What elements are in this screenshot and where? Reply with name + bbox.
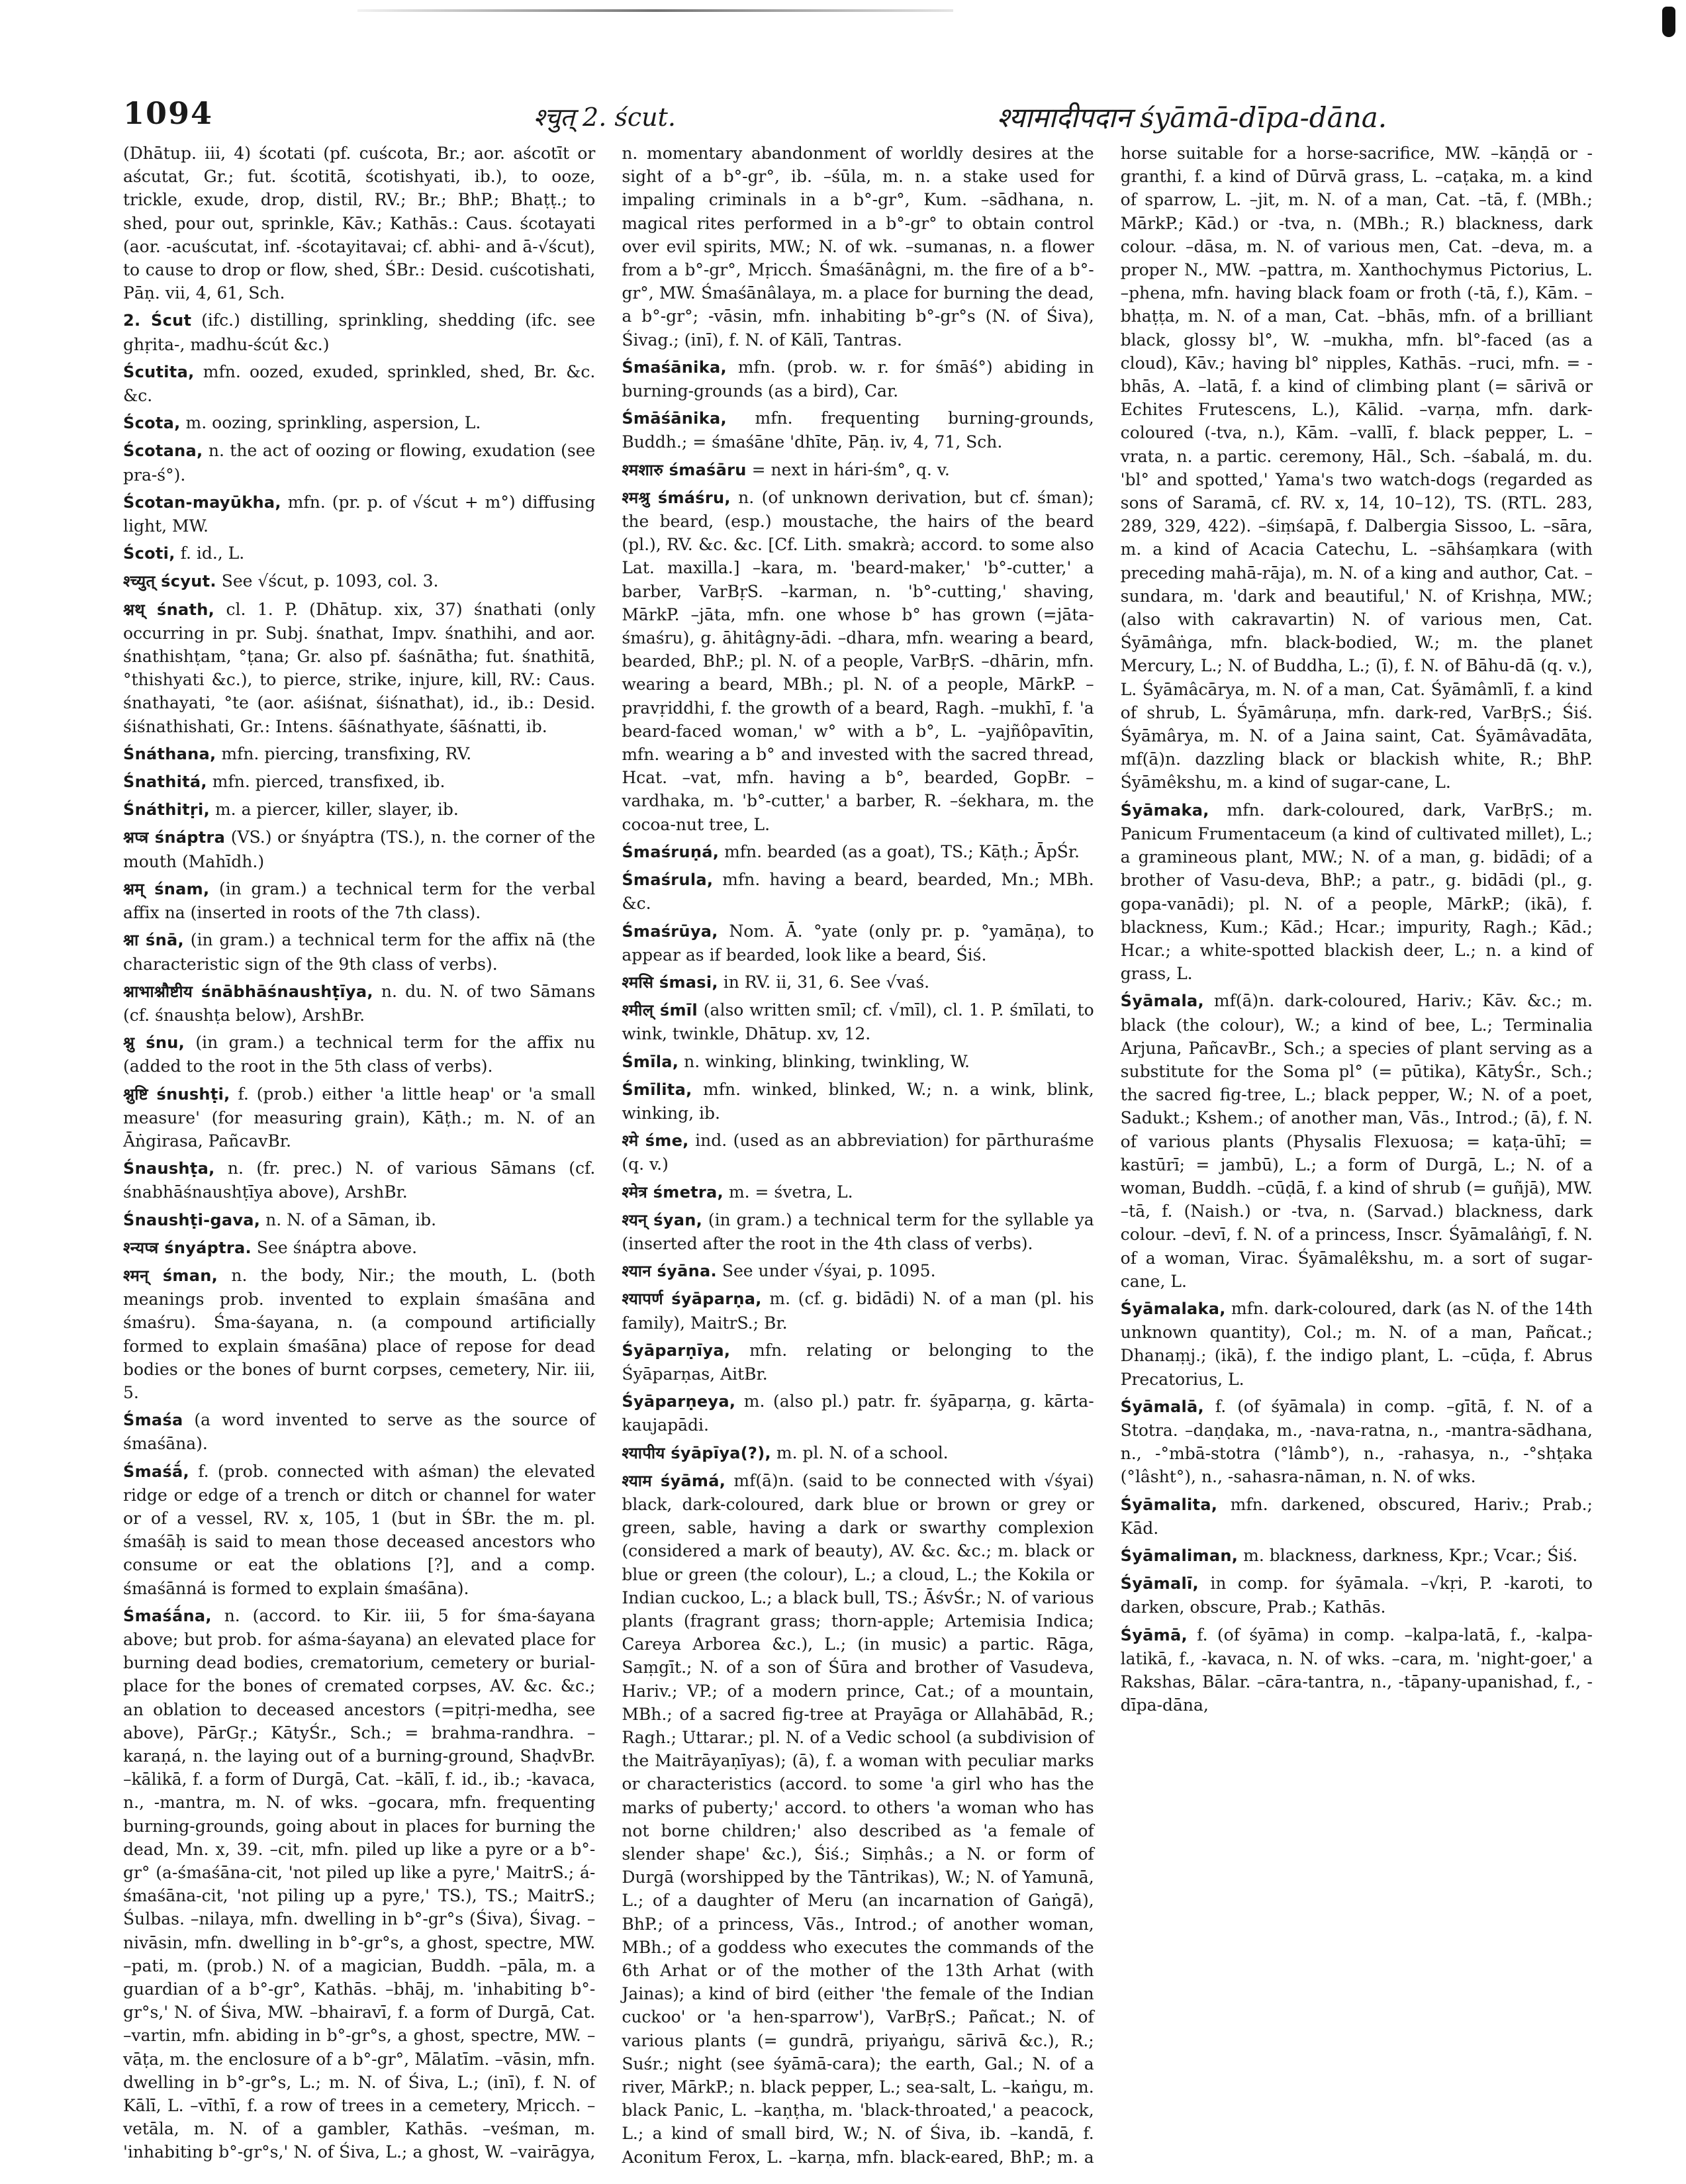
entry-headword: Śnáthana, bbox=[123, 744, 216, 763]
entry-headword: श्यान śyāna. bbox=[622, 1262, 717, 1281]
scan-top-rule bbox=[357, 9, 953, 12]
entry-definition: mfn. bearded (as a goat), TS.; Kāṭh.; ĀpŚr. bbox=[724, 841, 1080, 861]
entry-headword: Śyāmalī, bbox=[1120, 1574, 1199, 1593]
entry-definition: (in gram.) a technical term for the syllable ya (inserted after the root in the 4th class of verbs). bbox=[622, 1210, 1094, 1253]
entry-headword: श्नु śnu, bbox=[123, 1033, 185, 1053]
dictionary-entry bbox=[1121, 1297, 1593, 1391]
dictionary-entry bbox=[123, 770, 595, 794]
entry-headword: Śmaśa bbox=[123, 1411, 183, 1430]
entry-definition: mfn. frequenting burning-grounds, Buddh.; = śmaśāne 'dhīte, Pāṇ. iv, 4, 71, Sch. bbox=[622, 408, 1094, 452]
dictionary-entry bbox=[622, 1390, 1094, 1437]
entry-definition: m. blackness, darkness, Kpr.; Vcar.; Śiś. bbox=[1243, 1545, 1578, 1565]
entry-definition: (VS.) or śnyáptra (TS.), n. the corner of the mouth (Mahīdh.) bbox=[123, 828, 596, 871]
entry-definition: See √ścut, p. 1093, col. 3. bbox=[221, 571, 439, 591]
entry-definition: mfn. darkened, obscured, Hariv.; Prab.; Kād. bbox=[1120, 1494, 1593, 1538]
dictionary-entry bbox=[1121, 1544, 1593, 1568]
entry-definition: ind. (used as an abbreviation) for pārthuraśme (q. v.) bbox=[622, 1131, 1094, 1174]
dictionary-entry bbox=[123, 928, 595, 975]
scan-corner-mark bbox=[1662, 7, 1675, 37]
entry-definition: n. winking, blinking, twinkling, W. bbox=[684, 1051, 970, 1071]
entry-headword: Śmaśrūya, bbox=[622, 922, 718, 941]
entry-definition: mfn. relating or belonging to the Śyāparṇas, AitBr. bbox=[622, 1340, 1094, 1384]
dictionary-entry bbox=[1121, 1395, 1593, 1489]
dictionary-entry bbox=[622, 1441, 1094, 1465]
dictionary-entry bbox=[1121, 798, 1593, 986]
entry-definition: (in gram.) a technical term for the verbal affix na (inserted in roots of the 7th class). bbox=[123, 878, 596, 923]
dictionary-entry bbox=[123, 742, 595, 766]
entry-definition: mfn. having a beard, bearded, Mn.; MBh. &c. bbox=[622, 870, 1094, 914]
entry-definition: in RV. ii, 31, 6. See √vaś. bbox=[723, 972, 930, 992]
dictionary-entry bbox=[123, 1208, 595, 1232]
dictionary-entry bbox=[1121, 1572, 1593, 1619]
entry-definition: f. (of śyāmala) in comp. –gītā, f. N. of a Stotra. –daṇḍaka, m., -nava-ratna, n., -mantra-sādhana, n., -°mbā-stotra (°lâmb°), n., -rahasya, n., -°shṭaka (°lâsht°), n., -sahasra-nāman, n. N. of wks. bbox=[1120, 1396, 1593, 1487]
entry-headword: श्यन् śyan, bbox=[622, 1210, 703, 1229]
entry-definition: (in gram.) a technical term for the affix nu (added to the root in the 5th class of verbs). bbox=[123, 1033, 596, 1076]
entry-headword: Śyāmaka, bbox=[1120, 800, 1209, 820]
entry-headword: श्मशारु śmaśāru bbox=[622, 460, 747, 479]
entry-definition: mf(ā)n. (said to be connected with √śyai) black, dark-coloured, dark blue or brown or grey or green, sable, having a dark or swarthy complexion (considered a mark of beauty), AV. &c. &c.; m. black or blue or green (the colour), L.; a cloud, L.; the Kokila or Indian cuckoo, L.; a black bull, TS.; ĀśvŚr.; N. of various plants (fragrant grass; thorn-apple; Artemisia Indica; Careya Arborea &c.), L.; (in music) a partic. Rāga, Saṃgīt.; N. of a son of Śūra and brother of Vasudeva, Hariv.; VP.; of a modern prince, Cat.; of a mountain, MBh.; of a sacred fig-tree at Prayāga or Allahābād, R.; Ragh.; Uttarar.; pl. N. of a Vedic school (a subdivision of the Maitrāyaṇīyas); (ā), f. a woman with peculiar marks or characteristics (accord. to some 'a girl who has the marks of puberty;' accord. to others 'a woman who has not borne children;' also described as 'a female of slender shape' &c.), Śiś.; Siṃhâs.; a N. or form of Durgā (worshipped by the Tāntrikas), W.; N. of Yamunā, L.; of a daughter of Meru (an incarnation of Gaṅgā), BhP.; of a princess, Vās., Introd.; of another woman, MBh.; of a goddess who executes the commands of the 6th Arhat or of the mother of the 13th Arhat (with Jainas); a kind of bird (either 'the female of the Indian cuckoo' or 'a hen-sparrow'), VarBṛS.; Pañcat.; N. of various plants (= gundrā, priyaṅgu, sārivā &c.), R.; Suśr.; night (see śyāmā-cara); the earth, Gal.; N. of a river, MārkP.; n. black pepper, L.; sea-salt, L. –kaṅgu, m. black Panic, L. –kaṇṭha, m. 'black-throated,' a peacock, L.; a kind of small bird, W.; N. of Śiva, ib. –kandā, f. Aconitum Ferox, L. –karṇa, mfn. black-eared, BhP.; m. a horse suitable for a horse-sacrifice, MW. –kāṇḍā or -granthi, f. a kind of Dūrvā grass, L. –caṭaka, m. a kind of sparrow, L. –jit, m. N. of a man, Cat. –tā, f. (MBh.; MārkP.; Kād.) or -tva, n. (MBh.; R.) blackness, dark colour. –dāsa, m. N. of various men, Cat. –deva, m. a proper N., MW. –pattra, m. Xanthochymus Pictorius, L. –phena, mfn. having black foam or froth (-tā, f.), Kām. –bhaṭṭa, m. N. of a man, Cat. –bhās, mfn. of a brilliant black, glossy bl°, W. –mukha, mfn. bl°-faced (as a cloud), Kāv.; having bl° nipples, Kathās. –ruci, mfn. = -bhās, A. –latā, f. a kind of climbing plant (= sārivā or Echites Frutescens, L.), Kālid. –varṇa, mfn. dark-coloured (-tva, n.), Kām. –vallī, f. black pepper, L. –vrata, n. a partic. ceremony, Hāl., Sch. –śabalá, m. du. 'bl° and spotted,' Yama's two watch-dogs (regarded as sons of Saramā, cf. RV. x, 14, 10–12), TS. (RTL. 283, 289, 329, 422). –śiṃśapā, f. Dalbergia Sissoo, L. –sāra, m. a kind of Acacia Catechu, L. –sāhśaṃkara (with preceding mahā-rāja), m. N. of a king and author, Cat. –sundara, m. 'dark and beautiful,' N. of Krishṇa, MW.; (also with cakravartin) N. of various men, Cat. Śyāmâṅga, mfn. black-bodied, W.; m. the planet Mercury, L.; N. of Buddha, L.; (ī), f. N. of Bāhu-dā (q. v.), L. Śyāmâcārya, m. N. of a man, Cat. Śyāmâmlī, f. a kind of shrub, L. Śyāmâruṇa, mfn. dark-red, VarBṛS.; Śiś. Śyāmârya, m. N. of a Jaina saint, Cat. Śyāmâvadāta, mf(ā)n. dazzling black or blackish white, R.; BhP. Śyāmêkshu, m. a kind of sugar-cane, L. bbox=[622, 144, 1593, 2167]
entry-headword: Śnaushṭi-gava, bbox=[123, 1210, 261, 1229]
entry-headword: श्च्युत् ścyut. bbox=[123, 572, 216, 591]
dictionary-entry bbox=[123, 491, 595, 538]
entry-headword: श्मश्रु śmáśru, bbox=[622, 488, 731, 507]
entry-headword: श्नथ् śnath, bbox=[123, 600, 215, 619]
dictionary-entry bbox=[1121, 989, 1593, 1293]
entry-headword: Śmaśrula, bbox=[622, 871, 714, 890]
entry-headword: श्नम् śnam, bbox=[123, 879, 210, 898]
dictionary-entry bbox=[123, 798, 595, 822]
dictionary-entry bbox=[123, 360, 595, 407]
dictionary-entry bbox=[1121, 1493, 1593, 1540]
entry-headword: Śmaśānika, bbox=[622, 357, 727, 377]
entry-headword: Śmaśā́na, bbox=[123, 1606, 212, 1625]
entry-headword: श्मील् śmīl bbox=[622, 1001, 698, 1020]
entry-headword: Śmaśā́, bbox=[123, 1462, 189, 1481]
entry-headword: Śyāmalita, bbox=[1120, 1495, 1218, 1514]
entry-headword: Śyāparṇeya, bbox=[622, 1392, 736, 1411]
dictionary-entry bbox=[622, 1050, 1094, 1074]
entry-definition: n. (fr. prec.) N. of various Sāmans (cf. śnabhāśnaushṭīya above), ArshBr. bbox=[123, 1159, 596, 1202]
entry-headword: Ścoti, bbox=[123, 544, 175, 563]
entry-headword: Śyāmalā, bbox=[1120, 1397, 1204, 1416]
entry-headword: Śyāmaliman, bbox=[1120, 1546, 1239, 1565]
entry-definition: mfn. piercing, transfixing, RV. bbox=[221, 743, 472, 763]
dictionary-entry bbox=[1121, 1623, 1593, 1717]
page-header bbox=[123, 79, 1593, 139]
entry-headword: श्मे śme, bbox=[622, 1131, 689, 1151]
entry-headword: श्मन् śman, bbox=[123, 1266, 218, 1285]
entry-definition: m. pl. N. of a school. bbox=[776, 1443, 949, 1462]
dictionary-entry bbox=[622, 920, 1094, 967]
entry-headword: Śyāmala, bbox=[1120, 992, 1204, 1011]
dictionary-entry bbox=[622, 1208, 1094, 1255]
entry-headword: श्नुष्टि śnushṭi, bbox=[123, 1084, 230, 1104]
entry-headword: Śnáthitṛi, bbox=[123, 800, 211, 820]
right-running-head: श्यामादीपदान śyāmā-dīpa-dāna. bbox=[997, 101, 1387, 134]
page-number: 1094 bbox=[123, 95, 214, 131]
dictionary-entry bbox=[123, 309, 595, 356]
entry-definition: See śnáptra above. bbox=[256, 1237, 418, 1257]
dictionary-entry bbox=[123, 569, 595, 593]
dictionary-entry bbox=[123, 1157, 595, 1204]
entry-headword: श्नाभाश्नौष्टीय śnābhāśnaushṭīya, bbox=[123, 982, 373, 1001]
dictionary-entry bbox=[123, 411, 595, 435]
entry-headword: श्मेत्र śmetra, bbox=[622, 1182, 724, 1202]
entry-definition: m. a piercer, killer, slayer, ib. bbox=[214, 800, 459, 820]
entry-definition: n. the act of oozing or flowing, exudation (see pra-ś°). bbox=[123, 441, 596, 485]
entry-definition: mfn. pierced, transfixed, ib. bbox=[212, 772, 445, 792]
entry-definition: mfn. (prob. w. r. for śmāś°) abiding in burning-grounds (as a bird), Car. bbox=[622, 357, 1094, 401]
entry-headword: Śmāśānika, bbox=[622, 409, 727, 428]
dictionary-entry bbox=[622, 1339, 1094, 1386]
dictionary-entry bbox=[123, 980, 595, 1027]
dictionary-entry bbox=[123, 142, 595, 305]
entry-definition: f. id., L. bbox=[180, 544, 245, 563]
dictionary-entry bbox=[123, 1082, 595, 1153]
entry-definition: f. (of śyāma) in comp. –kalpa-latā, f., -kalpa-latikā, f., -kavaca, n. N. of wks. –cara, m. 'night-goer,' a Rakshas, Bālar. –cāra-tantra, n., -tāpany-upanishad, f., -dīpa-dāna, bbox=[1120, 1625, 1593, 1715]
entry-headword: Ścutita, bbox=[123, 362, 195, 381]
entry-definition: n. N. of a Sāman, ib. bbox=[265, 1210, 437, 1229]
entry-definition: Nom. Ā. °yate (only pr. p. °yamāṇa), to appear as if bearded, look like a beard, Śiś. bbox=[622, 921, 1094, 965]
entry-definition: m. = śvetra, L. bbox=[728, 1182, 853, 1202]
entry-definition: mfn. (pr. p. of √ścut + m°) diffusing light, MW. bbox=[123, 492, 596, 536]
dictionary-entry bbox=[123, 598, 595, 738]
entry-headword: श्न्यप्त्र śnyáptra. bbox=[123, 1238, 252, 1257]
entry-definition: mfn. dark-coloured, dark (as N. of the 14th unknown quantity), Col.; m. N. of a man, Pañcat.; Dhanaṃj.; (ikā), f. the indigo plant, L. –cūḍa, f. Abrus Precatorius, L. bbox=[1120, 1298, 1593, 1389]
dictionary-entry bbox=[622, 868, 1094, 915]
entry-headword: श्यापर्ण śyāparṇa, bbox=[622, 1290, 762, 1309]
dictionary-entry bbox=[123, 542, 595, 565]
entry-definition: n. du. N. of two Sāmans (cf. śnaushṭa below), ArshBr. bbox=[123, 981, 596, 1025]
entry-definition: n. (accord. to Kir. iii, 5 for śma-śayana above; but prob. for aśma-śayana) an elevated place for burning dead bodies, crematorium, cemetery or burial-place for the bones of cremated corpses, AV. &c. &c.; an oblation to deceased ancestors (=pitṛi-medha, see above), PārGṛ.; KātyŚr., Sch.; = brahma-randhra. –karaṇá, n. the laying out of a burning-ground, ShaḍvBr. –kālikā, f. a form of Durgā, Cat. –kālī, f. id., ib.; -kavaca, n., -mantra, m. N. of wks. –gocara, mfn. frequenting burning-grounds, going about in places for burning the dead, Mn. x, 39. –cit, mfn. piled up like a pyre or a b°-gr° (a-śmaśāna-cit, 'not piled up like a pyre,' MaitrS.; á-śmaśāna-cit, 'not piling up a pyre,' TS.), TS.; MaitrS.; Śulbas. –nilaya, mfn. dwelling in b°-gr°s (Śiva), Śivag. –nivāsin, mfn. dwelling in b°-gr°s, a ghost, spectre, MW. –pati, m. (prob.) N. of a magician, Buddh. –pāla, m. a guardian of a b°-gr°, Kathās. –bhāj, m. 'inhabiting b°-gr°s,' N. of Śiva, MW. –bhairavī, f. a form of Durgā, Cat. –vartin, mfn. abiding in b°-gr°s, a ghost, spectre, MW. –vāṭa, m. the enclosure of a b°-gr°, Mālatīm. –vāsin, mfn. dwelling in b°-gr°s, L.; m. N. of Śiva, L.; (inī), f. N. of Kālī, L. –vīthī, f. a row of trees in a cemetery, Mṛicch. –vetāla, m. N. of a gambler, Kathās. –veśman, m. 'inhabiting b°-gr°s,' N. of Śiva, L.; a ghost, W. –vairāgya, n. momentary abandonment of worldly desires at the sight of a b°-gr°, ib. –śūla, m. n. a stake used for impaling criminals in a b°-gr°, Kum. –sādhana, n. magical rites performed in a b°-gr° to obtain control over evil spirits, MW.; N. of wk. –sumanas, n. a flower from a b°-gr°, Mṛicch. Śmaśānâgni, m. the fire of a b°-gr°, MW. Śmaśānâlaya, m. a place for burning the dead, a b°-gr°; -vāsin, mfn. inhabiting b°-gr°s (N. of Śiva), Śivag.; (inī), f. N. of Kālī, Tantras. bbox=[123, 144, 1094, 2162]
dictionary-entry bbox=[622, 1129, 1094, 1176]
entry-headword: Śyāparṇīya, bbox=[622, 1341, 731, 1360]
entry-definition: cl. 1. P. (Dhātup. xix, 37) śnathati (only occurring in pr. Subj. śnathat, Impv. śnathihi, and aor. śnathishṭam, °ṭana; Gr. also pf. śaśnātha; fut. śnathitā, °thishyati &c.), to pierce, strike, injure, kill, RV.: Caus. śnathayati, °te (aor. aśiśnat, śiśnathat), id., ib.: Desid. śiśnathishati, Gr.: Intens. śāśnathyate, śāśnatti, ib. bbox=[123, 599, 596, 736]
entry-headword: श्ना śnā, bbox=[123, 931, 184, 950]
dictionary-entry bbox=[622, 840, 1094, 864]
entry-definition: n. the body, Nir.; the mouth, L. (both meanings prob. invented to explain śmaśāna and śmaśru). Śma-śayana, n. (a compound artificially formed to explain śmaśāna) place of repose for dead bodies or the bones of burnt corpses, cemetery, Nir. iii, 5. bbox=[123, 1265, 596, 1402]
entry-definition: mfn. dark-coloured, dark, VarBṛS.; m. Panicum Frumentaceum (a kind of cultivated millet), L.; a gramineous plant, MW.; N. of a man, g. bidādi; of a brother of Vasu-deva, BhP.; a patr., g. bidādi (pl., g. gopa-vanādi); pl. N. of a people, MārkP.; (ikā), f. blackness, Kum.; Kād.; Hcar.; impurity, Ragh.; Kād.; Hcar.; a white-spotted blackish deer, L.; n. a kind of grass, L. bbox=[1120, 800, 1593, 984]
dictionary-entry bbox=[123, 1408, 595, 1455]
dictionary-entry bbox=[622, 1180, 1094, 1204]
entry-headword: Śmaśruṇá, bbox=[622, 842, 720, 861]
entry-headword: श्नप्त्र śnáptra bbox=[123, 828, 226, 847]
entry-headword: Ścotan-mayūkha, bbox=[123, 493, 281, 512]
entry-definition: m. (also pl.) patr. fr. śyāparṇa, g. kārta-kaujapādi. bbox=[622, 1392, 1094, 1435]
entry-definition: m. (cf. g. bidādi) N. of a man (pl. his family), MaitrS.; Br. bbox=[622, 1289, 1094, 1333]
entry-headword: श्याम śyāmá, bbox=[622, 1471, 726, 1490]
entry-headword: Ścotana, bbox=[123, 442, 203, 461]
entry-definition: mfn. oozed, exuded, sprinkled, shed, Br. &c. &c. bbox=[123, 361, 596, 406]
entry-definition: mfn. winked, blinked, W.; n. a wink, blink, winking, ib. bbox=[622, 1079, 1094, 1123]
dictionary-entry bbox=[123, 1460, 595, 1600]
entry-headword: श्मसि śmasi, bbox=[622, 973, 718, 992]
dictionary-entry bbox=[622, 458, 1094, 482]
entry-headword: Śnaushṭa, bbox=[123, 1159, 215, 1178]
dictionary-entry bbox=[622, 1259, 1094, 1283]
entry-definition: See under √śyai, p. 1095. bbox=[722, 1261, 936, 1281]
entry-headword: Śyāmalaka, bbox=[1120, 1299, 1226, 1318]
entry-headword: Śnathitá, bbox=[123, 773, 207, 792]
entry-headword: Śmīla, bbox=[622, 1052, 679, 1071]
entry-headword: श्यापीय śyāpīya(?), bbox=[622, 1443, 771, 1462]
entry-definition: (Dhātup. iii, 4) ścotati (pf. cuścota, Br.; aor. aścotīt or aścutat, Gr.; fut. ścotitā, ścotishyati, ib.), to ooze, trickle, exude, drop, distil, RV.; Br.; BhP.; Bhaṭṭ.; to shed, pour out, sprinkle, Kāv.; Kathās.: Caus. ścotayati (aor. -acuścutat, inf. -ścotayitavai; cf. abhi- and ā-√ścut), to cause to drop or flow, shed, ŚBr.: Desid. cuścotishati, Pāṇ. vii, 4, 61, Sch. bbox=[123, 144, 596, 303]
entry-definition: (also written smīl; cf. √mīl), cl. 1. P. śmīlati, to wink, twinkle, Dhātup. xv, 12. bbox=[622, 1000, 1094, 1044]
entry-definition: f. (prob.) either 'a little heap' or 'a small measure' (for measuring grain), Kāṭh.; m. N. of an Āṅgirasa, PañcavBr. bbox=[123, 1084, 596, 1151]
dictionary-entry bbox=[123, 1031, 595, 1078]
entry-headword: Śmīlita, bbox=[622, 1080, 692, 1099]
left-running-head: श्चुत् 2. ścut. bbox=[534, 103, 676, 132]
dictionary-entry bbox=[123, 1236, 595, 1260]
dictionary-entry bbox=[622, 1287, 1094, 1334]
dictionary-entry bbox=[622, 486, 1094, 836]
entry-definition: n. (of unknown derivation, but cf. śman); the beard, (esp.) moustache, the hairs of the beard (pl.), RV. &c. &c. [Cf. Lith. smakrà; accord. to some also Lat. maxilla.] –kara, m. 'beard-maker,' 'b°-cutter,' a barber, VarBṛS. –karman, n. 'b°-cutting,' shaving, MārkP. –jāta, mfn. one whose b° has grown (=jāta-śmaśru), g. āhitâgny-ādi. –dhara, mfn. wearing a beard, bearded, BhP.; pl. N. of a people, VarBṛS. –dhārin, mfn. wearing a beard, MBh.; pl. N. of a people, MārkP. –pravṛiddhi, f. the growth of a beard, Ragh. –mukhī, f. 'a beard-faced woman,' w° with a b°, L. –yajñôpavītin, mfn. wearing a b° and invested with the sacred thread, Hcat. –vat, mfn. having a b°, bearded, GopBr. –vardhaka, m. 'b°-cutter,' a barber, R. –śekhara, m. the cocoa-nut tree, L. bbox=[622, 487, 1094, 834]
dictionary-entry bbox=[622, 1078, 1094, 1125]
entry-definition: = next in hári-śm°, q. v. bbox=[751, 459, 950, 479]
dictionary-entry bbox=[622, 971, 1094, 994]
dictionary-entry bbox=[622, 998, 1094, 1045]
entry-definition: (ifc.) distilling, sprinkling, shedding (ifc. see ghṛita-, madhu-ścút &c.) bbox=[123, 310, 596, 354]
dictionary-entry bbox=[123, 439, 595, 486]
entry-definition: mf(ā)n. dark-coloured, Hariv.; Kāv. &c.; m. black (the colour), W.; a kind of bee, L.; Terminalia Arjuna, PañcavBr., Sch.; a species of plant serving as a substitute for the Soma pl° (= pūtika), KātyŚr., Sch.; the sacred fig-tree, L.; black pepper, W.; N. of a poet, Sadukt.; Kshem.; of another man, Vās., Introd.; (ā), f. N. of various plants (Physalis Flexuosa; = kaṭa-ūhī; = kastūrī; = jambū), L.; a form of Durgā, L.; N. of a woman, Buddh. –cūḍā, f. a kind of shrub (= guñjā), MW. –tā, f. (Naish.) or -tva, n. (Sarvad.) blackness, dark colour. –devī, f. N. of a princess, Inscr. Śyāmalâṅgī, f. N. of a woman, Virac. Śyāmalêkshu, m. a sort of sugar-cane, L. bbox=[1120, 991, 1593, 1291]
entry-definition: m. oozing, sprinkling, aspersion, L. bbox=[185, 413, 481, 433]
dictionary-entry bbox=[622, 356, 1094, 403]
entry-definition: f. (prob. connected with aśman) the elevated ridge or edge of a trench or ditch or channel for water or of a vessel, RV. x, 105, 1 (but in ŚBr. the m. pl. śmaśāḥ is said to mean those deceased ancestors who consume or eat the oblations [?], and a comp. śmaśānná is formed to explain śmaśāna). bbox=[123, 1461, 596, 1598]
dictionary-entry bbox=[622, 406, 1094, 453]
dictionary-entry bbox=[123, 826, 595, 873]
entry-definition: (in gram.) a technical term for the affix nā (the characteristic sign of the 9th class of verbs). bbox=[123, 930, 596, 974]
dictionary-entry bbox=[123, 877, 595, 924]
entry-headword: 2. Ścut bbox=[123, 311, 192, 330]
dictionary-entry bbox=[123, 1264, 595, 1404]
entry-headword: Ścota, bbox=[123, 414, 181, 433]
entry-headword: Śyāmā, bbox=[1120, 1625, 1188, 1644]
entry-definition: in comp. for śyāmala. –√kṛi, P. -karoti, to darken, obscure, Prab.; Kathās. bbox=[1120, 1574, 1593, 1617]
dictionary-columns bbox=[123, 142, 1593, 2174]
entry-definition: (a word invented to serve as the source of śmaśāna). bbox=[123, 1410, 596, 1454]
